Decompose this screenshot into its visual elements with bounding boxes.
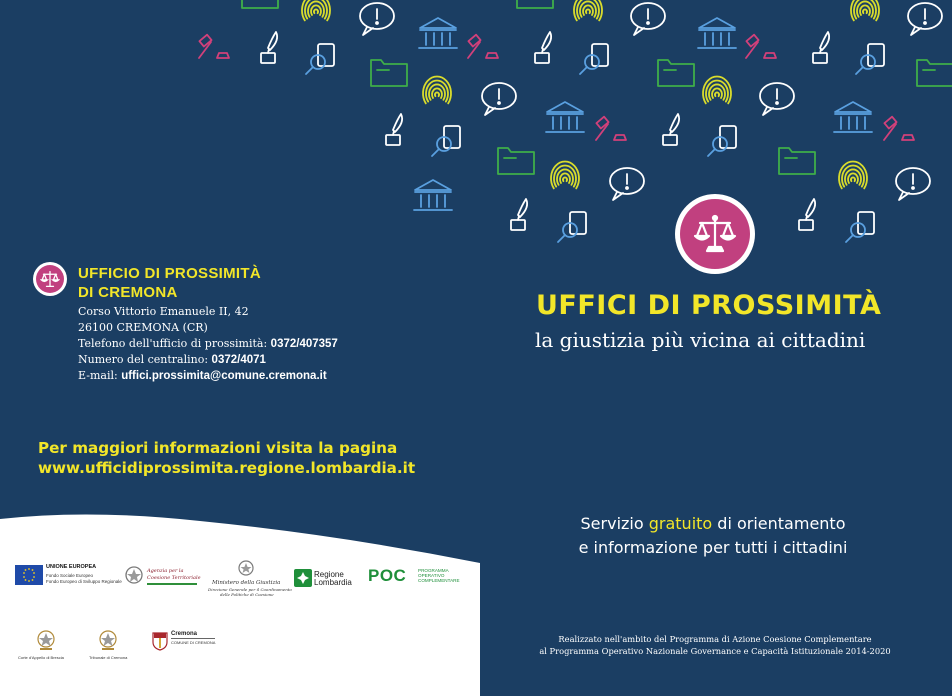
info-speech-bubble-icon <box>760 83 794 115</box>
italian-emblem-icon <box>125 565 143 590</box>
agency-underline <box>147 583 197 585</box>
magnifier-document-icon <box>558 212 586 242</box>
address-city: 26100 CREMONA (CR) <box>78 321 208 334</box>
fingerprint-icon <box>423 77 451 104</box>
scales-of-justice-icon <box>40 269 60 289</box>
ministry-line1: Ministero della Giustizia <box>212 580 281 586</box>
fingerprint-icon <box>574 0 602 20</box>
gavel-icon <box>468 35 498 58</box>
eu-logo <box>15 565 43 590</box>
poc-line1: PROGRAMMA <box>418 568 449 573</box>
folder-icon <box>517 0 553 8</box>
quill-inkpot-icon <box>511 199 527 230</box>
lombardia-line1: Regione <box>314 570 344 579</box>
eu-title: UNIONE EUROPEA <box>46 564 97 570</box>
lombardia-line2: Lombardia <box>314 578 352 587</box>
info-speech-bubble-icon <box>610 168 644 200</box>
footnote-line1: Realizzato nell'ambito del Programma di Azione Coesione Complementare <box>558 634 872 644</box>
poc-logo: POC <box>368 566 407 585</box>
gavel-icon <box>596 117 626 140</box>
office-phone-value[interactable]: 0372/407357 <box>270 338 338 350</box>
main-title: UFFICI DI PROSSIMITÀ <box>536 290 882 321</box>
cremona-coat-of-arms-icon <box>152 631 168 656</box>
fingerprint-icon <box>302 0 330 20</box>
cremona-sub: COMUNE DI CREMONA <box>171 640 216 645</box>
service-line1 <box>540 512 886 536</box>
info-speech-bubble-icon <box>896 168 930 200</box>
switchboard-value[interactable]: 0372/4071 <box>211 354 266 366</box>
gavel-icon <box>884 117 914 140</box>
address-street: Corso Vittorio Emanuele II, 42 <box>78 305 249 318</box>
office-phone-label: Telefono dell'ufficio di prossimità: <box>78 337 268 350</box>
fingerprint-icon <box>703 77 731 104</box>
white-wave-background <box>0 505 480 696</box>
footnote-line2: al Programma Operativo Nazionale Governance e Capacità Istituzionale 2014-2020 <box>539 646 891 656</box>
magnifier-document-icon <box>846 212 874 242</box>
switchboard-phone <box>78 353 266 367</box>
courthouse-icon <box>419 18 457 48</box>
justice-icon-pattern <box>0 0 952 250</box>
fingerprint-icon <box>839 162 867 189</box>
lombardia-logo-icon <box>294 569 312 592</box>
cremona-name: Cremona <box>171 631 198 637</box>
more-info-text: Per maggiori informazioni visita la pagina <box>38 439 398 457</box>
republic-emblem-icon <box>238 560 254 581</box>
service-highlight: gratuito <box>648 514 713 533</box>
scales-of-justice-icon <box>692 211 738 257</box>
info-speech-bubble-icon <box>482 83 516 115</box>
quill-inkpot-icon <box>386 114 402 145</box>
switchboard-label: Numero del centralino: <box>78 353 209 366</box>
subtitle: la giustizia più vicina ai cittadini <box>535 328 866 352</box>
fingerprint-icon <box>851 0 879 20</box>
courthouse-icon <box>834 102 872 132</box>
service-line2: e informazione per tutti i cittadini <box>578 538 848 557</box>
partner-logos-panel <box>0 505 480 696</box>
email-label: E-mail: <box>78 369 118 382</box>
eu-sub1: Fondo Sociale Europeo <box>46 573 94 578</box>
gavel-icon <box>746 35 776 58</box>
quill-inkpot-icon <box>261 32 277 63</box>
quill-inkpot-icon <box>663 114 679 145</box>
office-name-line2: DI CREMONA <box>78 284 178 301</box>
eu-flag-icon <box>15 565 43 585</box>
magnifier-document-icon <box>432 126 460 156</box>
info-speech-bubble-icon <box>908 3 942 35</box>
website-link[interactable]: www.ufficidiprossimita.regione.lombardia.it <box>38 459 416 477</box>
info-speech-bubble-icon <box>631 3 665 35</box>
magnifier-document-icon <box>580 44 608 74</box>
office-phone <box>78 337 338 351</box>
gavel-icon <box>199 35 229 58</box>
tribunal-emblem-icon <box>98 629 118 656</box>
info-speech-bubble-icon <box>360 3 394 35</box>
quill-inkpot-icon <box>799 199 815 230</box>
court-emblem-icon <box>36 629 56 656</box>
eu-sub2: Fondo Europeo di Sviluppo Regionale <box>46 579 122 584</box>
court-appeal-label: Corte d'Appello di Brescia <box>18 655 64 660</box>
quill-inkpot-icon <box>535 32 551 63</box>
agency-line2: Coesione Territoriale <box>147 575 201 581</box>
folder-icon <box>917 60 952 86</box>
fingerprint-icon <box>551 162 579 189</box>
courthouse-icon <box>698 18 736 48</box>
tribunal-label: Tribunale di Cremona <box>89 655 128 660</box>
poc-line2: OPERATIVO <box>418 573 445 578</box>
ministry-line2: Direzione Generale per il Coordinamento <box>208 587 292 592</box>
folder-icon <box>498 148 534 174</box>
office-logo <box>33 262 67 296</box>
justice-emblem <box>675 194 755 274</box>
magnifier-document-icon <box>708 126 736 156</box>
courthouse-icon <box>414 180 452 210</box>
office-name-line1: UFFICIO DI PROSSIMITÀ <box>78 265 261 282</box>
courthouse-icon <box>546 102 584 132</box>
folder-icon <box>371 60 407 86</box>
poc-line3: COMPLEMENTARE <box>418 578 460 583</box>
folder-icon <box>779 148 815 174</box>
cremona-divider <box>171 638 215 639</box>
magnifier-document-icon <box>856 44 884 74</box>
ministry-line3: delle Politiche di Coesione <box>220 592 274 597</box>
agency-line1: Agenzia per la <box>147 568 184 574</box>
email-link[interactable]: uffici.prossimita@comune.cremona.it <box>121 370 327 382</box>
quill-inkpot-icon <box>813 32 829 63</box>
office-email <box>78 369 327 383</box>
magnifier-document-icon <box>306 44 334 74</box>
service-text-before: Servizio <box>580 514 649 533</box>
folder-icon <box>658 60 694 86</box>
service-text-after: di orientamento <box>712 514 846 533</box>
folder-icon <box>242 0 278 8</box>
